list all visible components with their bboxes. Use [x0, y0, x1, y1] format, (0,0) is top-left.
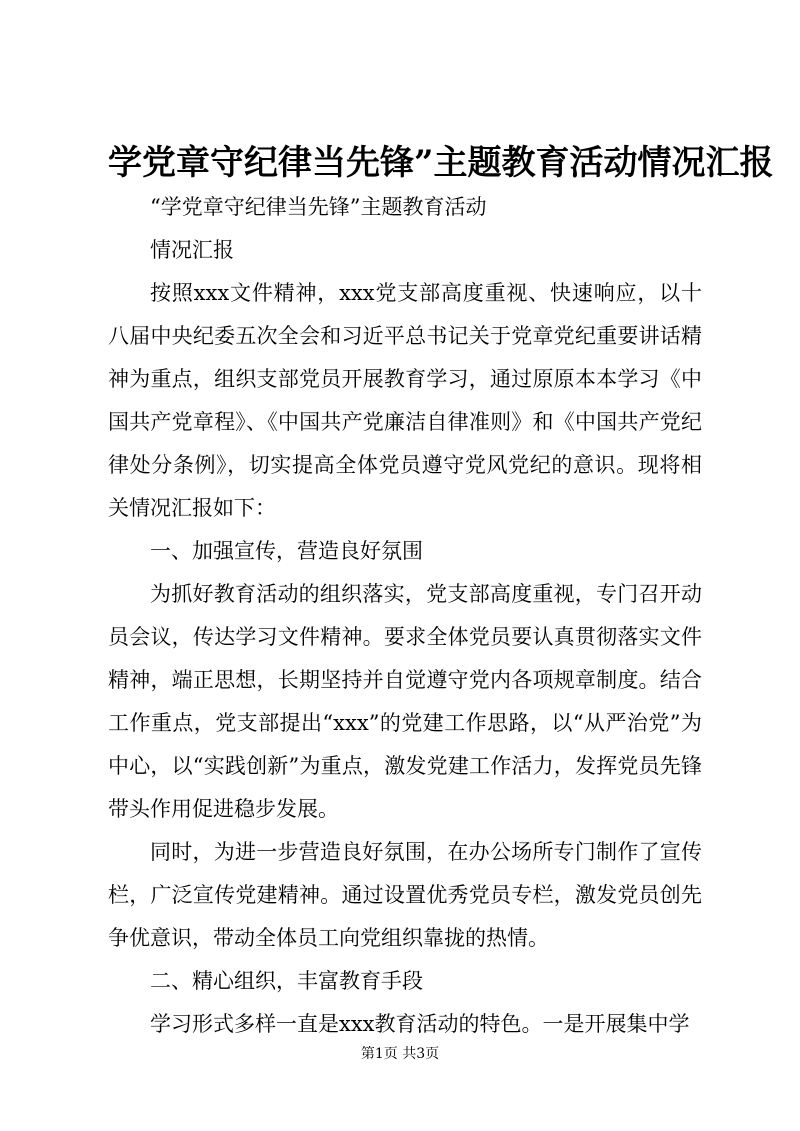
- document-title: 学党章守纪律当先锋”主题教育活动情况汇报: [108, 143, 774, 183]
- body-paragraph: 学习形式多样一直是xxx教育活动的特色。一是开展集中学: [150, 1012, 690, 1036]
- page-number-footer: 第1页 共3页: [360, 1046, 440, 1062]
- section-heading: 二、精心组织，丰富教育手段: [150, 969, 423, 993]
- body-paragraph: 按照xxx文件精神，xxx党支部高度重视、快速响应，以十八届中央纪委五次全会和习近平总书记关于党章党纪重要讲话精神为重点，组织支部党员开展教育学习，通过原原本本学习《中国共产党章程》、《中国共产党廉洁自律准则》和《中国共产党纪律处分条例》，切实提高全体党员遵守党风党纪的意识。现将相关情况汇报如下：: [108, 281, 702, 520]
- section-heading: 一、加强宣传，营造良好氛围: [150, 539, 423, 563]
- body-paragraph: 同时，为进一步营造良好氛围，在办公场所专门制作了宣传栏，广泛宣传党建精神。通过设置优秀党员专栏，激发党员创先争优意识，带动全体员工向党组织靠拢的热情。: [108, 840, 702, 950]
- subtitle-line: “学党章守纪律当先锋”主题教育活动: [150, 195, 487, 219]
- subtitle-line: 情况汇报: [150, 238, 234, 262]
- body-paragraph: 为抓好教育活动的组织落实，党支部高度重视，专门召开动员会议，传达学习文件精神。要求全体党员要认真贯彻落实文件精神，端正思想，长期坚持并自觉遵守党内各项规章制度。结合工作重点，党支部提出“xxx”的党建工作思路，以“从严治党”为中心，以“实践创新”为重点，激发党建工作活力，发挥党员先锋带头作用促进稳步发展。: [108, 582, 702, 821]
- document-body: [108, 186, 702, 1046]
